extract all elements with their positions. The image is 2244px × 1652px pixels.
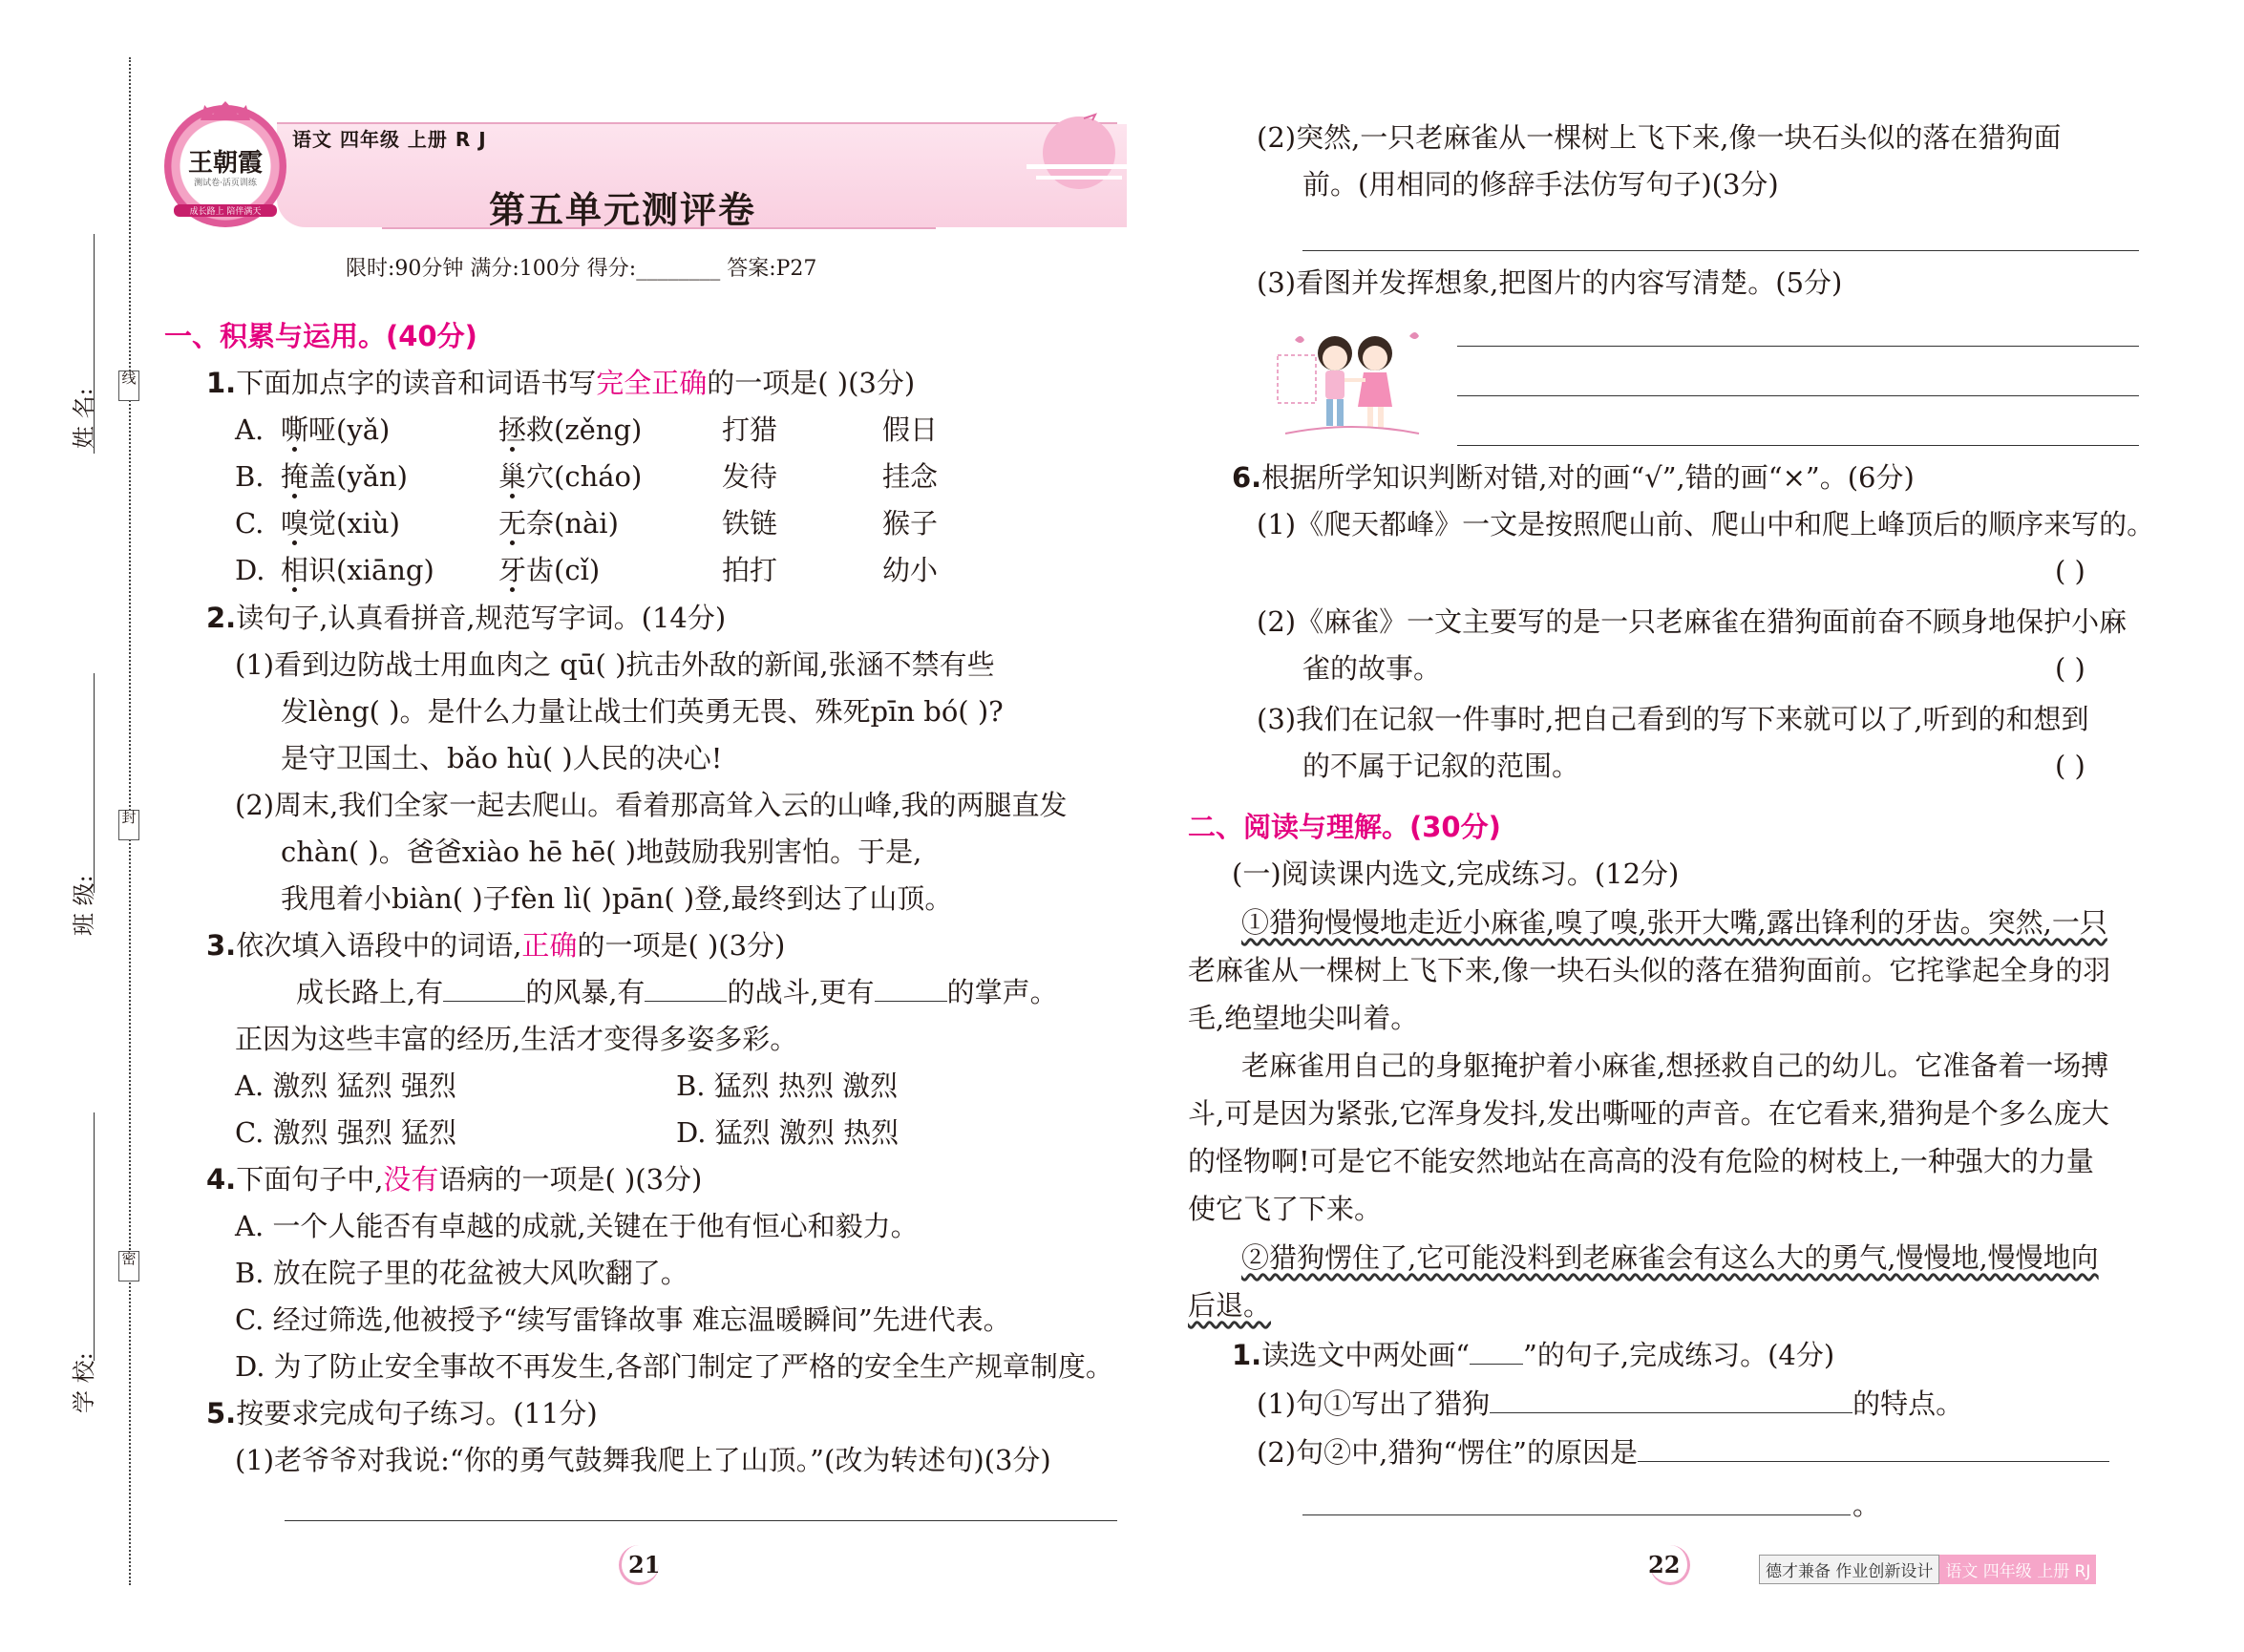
kids-illustration-icon bbox=[1276, 327, 1429, 441]
passage-line-9: 后退。 bbox=[1188, 1289, 1272, 1322]
class-label: 班 级: bbox=[71, 875, 97, 936]
page-number-left: 21 bbox=[628, 1551, 661, 1578]
q1-word-1: 相识(xiāng) bbox=[281, 554, 434, 586]
q1-word-4: 挂念 bbox=[882, 460, 939, 493]
reading-q1-sub-2: (2)句②中,猎狗“愣住”的原因是 bbox=[1257, 1433, 2109, 1472]
passage-line-2: 老麻雀从一棵树上飞下来,像一块石头似的落在猎狗面前。它挓挲起全身的羽 bbox=[1188, 954, 2111, 986]
sun-decoration-icon bbox=[1027, 105, 1132, 191]
q5-3-answer-line-2[interactable] bbox=[1457, 395, 2139, 396]
q6-item-2-line-1: (2)《麻雀》一文主要写的是一只老麻雀在猎狗面前奋不顾身地保护小麻 bbox=[1257, 605, 2128, 638]
title-underline bbox=[382, 227, 936, 229]
q6-item-3-paren[interactable]: ( ) bbox=[2055, 750, 2085, 782]
q2-line-6: 我甩着小biàn( )子fèn lì( )pān( )登,最终到达了山顶。 bbox=[281, 882, 953, 915]
q5-sub-2-line-1: (2)突然,一只老麻雀从一棵树上飞下来,像一块石头似的落在猎狗面 bbox=[1257, 121, 2062, 154]
q5-3-answer-line-3[interactable] bbox=[1457, 445, 2139, 446]
brand-logo bbox=[164, 105, 286, 227]
reading-q1-end: 。 bbox=[1852, 1489, 1881, 1521]
q1-word-4: 猴子 bbox=[882, 507, 939, 540]
q6-item-3-line-2: 的不属于记叙的范围。 bbox=[1302, 750, 1580, 782]
passage-line-6: 的怪物啊!可是它不能安然地站在高高的没有危险的树枝上,一种强大的力量 bbox=[1188, 1145, 2094, 1177]
q3-option-d: D. 猛烈 激烈 热烈 bbox=[676, 1116, 900, 1149]
q1-option-label: D. bbox=[235, 554, 265, 586]
q6-item-2-paren[interactable]: ( ) bbox=[2055, 652, 2085, 685]
q5-sub-2-line-2: 前。(用相同的修辞手法仿写句子)(3分) bbox=[1302, 168, 1779, 201]
q3-option-b: B. 猛烈 热烈 激烈 bbox=[676, 1070, 899, 1102]
q1-word-3: 发待 bbox=[722, 460, 778, 493]
passage-line-8: ②猎狗愣住了,它可能没料到老麻雀会有这么大的勇气,慢慢地,慢慢地向 bbox=[1241, 1241, 2099, 1274]
q1-word-2: 拯救(zěng) bbox=[498, 413, 643, 446]
q1-stem: 1.下面加点字的读音和词语书写完全正确的一项是( )(3分) bbox=[206, 367, 916, 399]
binding-mark-feng: 封 bbox=[118, 810, 139, 840]
footer-bar bbox=[1759, 1557, 2096, 1581]
q1-word-3: 打猎 bbox=[722, 413, 778, 446]
footer-tag: 语文 四年级 上册 RJ bbox=[1939, 1555, 2096, 1584]
reading-q1-stem: 1.读选文中两处画“ ”的句子,完成练习。(4分) bbox=[1232, 1336, 1834, 1374]
q3-option-a: A. 激烈 猛烈 强烈 bbox=[235, 1070, 456, 1102]
q1-word-3: 拍打 bbox=[722, 554, 778, 586]
binding-mark-mi: 密 bbox=[118, 1251, 139, 1281]
q1-word-4: 假日 bbox=[882, 413, 939, 446]
class-field[interactable] bbox=[94, 673, 95, 893]
footer-brand: 德才兼备 作业创新设计 bbox=[1759, 1555, 1939, 1584]
passage-line-5: 斗,可是因为紧张,它浑身发抖,发出嘶哑的声音。在它看来,猎狗是个多么庞大 bbox=[1188, 1097, 2109, 1130]
q5-sub-3: (3)看图并发挥想象,把图片的内容写清楚。(5分) bbox=[1257, 266, 1843, 299]
reading-intro: (一)阅读课内选文,完成练习。(12分) bbox=[1232, 858, 1680, 890]
section-2-heading: 二、阅读与理解。(30分) bbox=[1188, 811, 1501, 843]
sample-underline bbox=[1470, 1336, 1523, 1365]
q1-word-2: 无奈(nài) bbox=[498, 507, 619, 540]
name-field[interactable] bbox=[94, 234, 95, 454]
q4-option-b: B. 放在院子里的花盆被大风吹翻了。 bbox=[235, 1257, 688, 1289]
q4-option-a: A. 一个人能否有卓越的成就,关键在于他有恒心和毅力。 bbox=[235, 1210, 919, 1242]
exam-meta: 限时:90分钟 满分:100分 得分:________ 答案:P27 bbox=[346, 257, 817, 281]
passage-line-3: 毛,绝望地尖叫着。 bbox=[1188, 1002, 1419, 1034]
q5-2-answer-line[interactable] bbox=[1302, 250, 2139, 251]
school-label: 学 校: bbox=[71, 1352, 97, 1413]
name-label: 姓 名: bbox=[71, 388, 97, 449]
q1-option-label: A. bbox=[235, 413, 265, 446]
q3-blank-1[interactable] bbox=[443, 973, 525, 1002]
q2-line-5: chàn( )。爸爸xiào hē hē( )地鼓励我别害怕。于是, bbox=[281, 836, 922, 868]
q2-line-4: (2)周末,我们全家一起去爬山。看着那高耸入云的山峰,我的两腿直发 bbox=[235, 789, 1068, 821]
crown-icon bbox=[201, 101, 250, 120]
q3-option-c: C. 激烈 强烈 猛烈 bbox=[235, 1116, 457, 1149]
q6-stem: 6.根据所学知识判断对错,对的画“√”,错的画“×”。(6分) bbox=[1232, 461, 1915, 494]
binding-mark-xian: 线 bbox=[118, 371, 139, 401]
q1-word-1: 嗅觉(xiù) bbox=[281, 507, 400, 540]
course-label: 语文 四年级 上册 R J bbox=[292, 128, 487, 151]
passage-line-1: ①猎狗慢慢地走近小麻雀,嗅了嗅,张开大嘴,露出锋利的牙齿。突然,一只 bbox=[1241, 906, 2107, 939]
q4-option-d: D. 为了防止安全事故不再发生,各部门制定了严格的安全生产规章制度。 bbox=[235, 1350, 1113, 1383]
q3-blank-3[interactable] bbox=[875, 973, 947, 1002]
q1-word-2: 巢穴(cháo) bbox=[498, 460, 643, 493]
q1-option-label: C. bbox=[235, 507, 265, 540]
reading-q1-blank-2-cont[interactable] bbox=[1302, 1514, 1851, 1515]
q3-passage-2: 正因为这些丰富的经历,生活才变得多姿多彩。 bbox=[235, 1023, 798, 1055]
q5-3-answer-line-1[interactable] bbox=[1457, 346, 2139, 347]
q3-blank-2[interactable] bbox=[645, 973, 727, 1002]
q5-1-answer-line[interactable] bbox=[285, 1520, 1117, 1521]
reading-q1-blank-2[interactable] bbox=[1638, 1433, 2109, 1462]
brand-badge: 成长路上 陪伴满天 bbox=[174, 204, 277, 217]
q1-word-1: 掩盖(yǎn) bbox=[281, 460, 408, 493]
passage-line-4: 老麻雀用自己的身躯掩护着小麻雀,想拯救自己的幼儿。它准备着一场搏 bbox=[1241, 1049, 2109, 1082]
q1-word-4: 幼小 bbox=[882, 554, 939, 586]
q1-word-3: 铁链 bbox=[722, 507, 778, 540]
passage-line-7: 使它飞了下来。 bbox=[1188, 1193, 1383, 1225]
q5-sub-1: (1)老爷爷对我说:“你的勇气鼓舞我爬上了山顶。”(改为转述句)(3分) bbox=[235, 1444, 1051, 1476]
q2-line-2: 发lèng( )。是什么力量让战士们英勇无畏、殊死pīn bó( )? bbox=[281, 695, 1004, 728]
q1-option-label: B. bbox=[235, 460, 265, 493]
q5-stem: 5.按要求完成句子练习。(11分) bbox=[206, 1397, 598, 1430]
q3-passage-1: 成长路上,有 的风暴,有 的战斗,更有 的掌声。 bbox=[296, 973, 1058, 1011]
q4-option-c: C. 经过筛选,他被授予“续写雷锋故事 难忘温暖瞬间”先进代表。 bbox=[235, 1303, 1011, 1336]
page-title: 第五单元测评卷 bbox=[489, 189, 757, 231]
q2-stem: 2.读句子,认真看拼音,规范写字词。(14分) bbox=[206, 602, 727, 634]
q1-word-1: 嘶哑(yǎ) bbox=[281, 413, 391, 446]
q6-item-2-line-2: 雀的故事。 bbox=[1302, 652, 1442, 685]
school-field[interactable] bbox=[94, 1112, 95, 1361]
reading-q1-blank-1[interactable] bbox=[1490, 1385, 1852, 1413]
q4-stem: 4.下面句子中,没有语病的一项是( )(3分) bbox=[206, 1163, 703, 1196]
q2-line-1: (1)看到边防战士用血肉之 qū( )抗击外敌的新闻,张涵不禁有些 bbox=[235, 648, 995, 681]
q6-item-1: (1)《爬天都峰》一文是按照爬山前、爬山中和爬上峰顶后的顺序来写的。 bbox=[1257, 508, 2155, 540]
brand-name: 王朝霞 bbox=[187, 149, 263, 178]
reading-q1-sub-1: (1)句①写出了猎狗 的特点。 bbox=[1257, 1385, 1963, 1423]
q2-line-3: 是守卫国土、bǎo hù( )人民的决心! bbox=[281, 742, 723, 774]
section-1-heading: 一、积累与运用。(40分) bbox=[164, 320, 477, 352]
q6-item-1-paren[interactable]: ( ) bbox=[2055, 555, 2085, 587]
q1-word-2: 牙齿(cǐ) bbox=[498, 554, 601, 586]
q3-stem: 3.依次填入语段中的词语,正确的一项是( )(3分) bbox=[206, 929, 786, 962]
q6-item-3-line-1: (3)我们在记叙一件事时,把自己看到的写下来就可以了,听到的和想到 bbox=[1257, 703, 2089, 735]
brand-sub: 测试卷·活页训练 bbox=[194, 179, 257, 188]
page-number-right: 22 bbox=[1648, 1551, 1681, 1578]
